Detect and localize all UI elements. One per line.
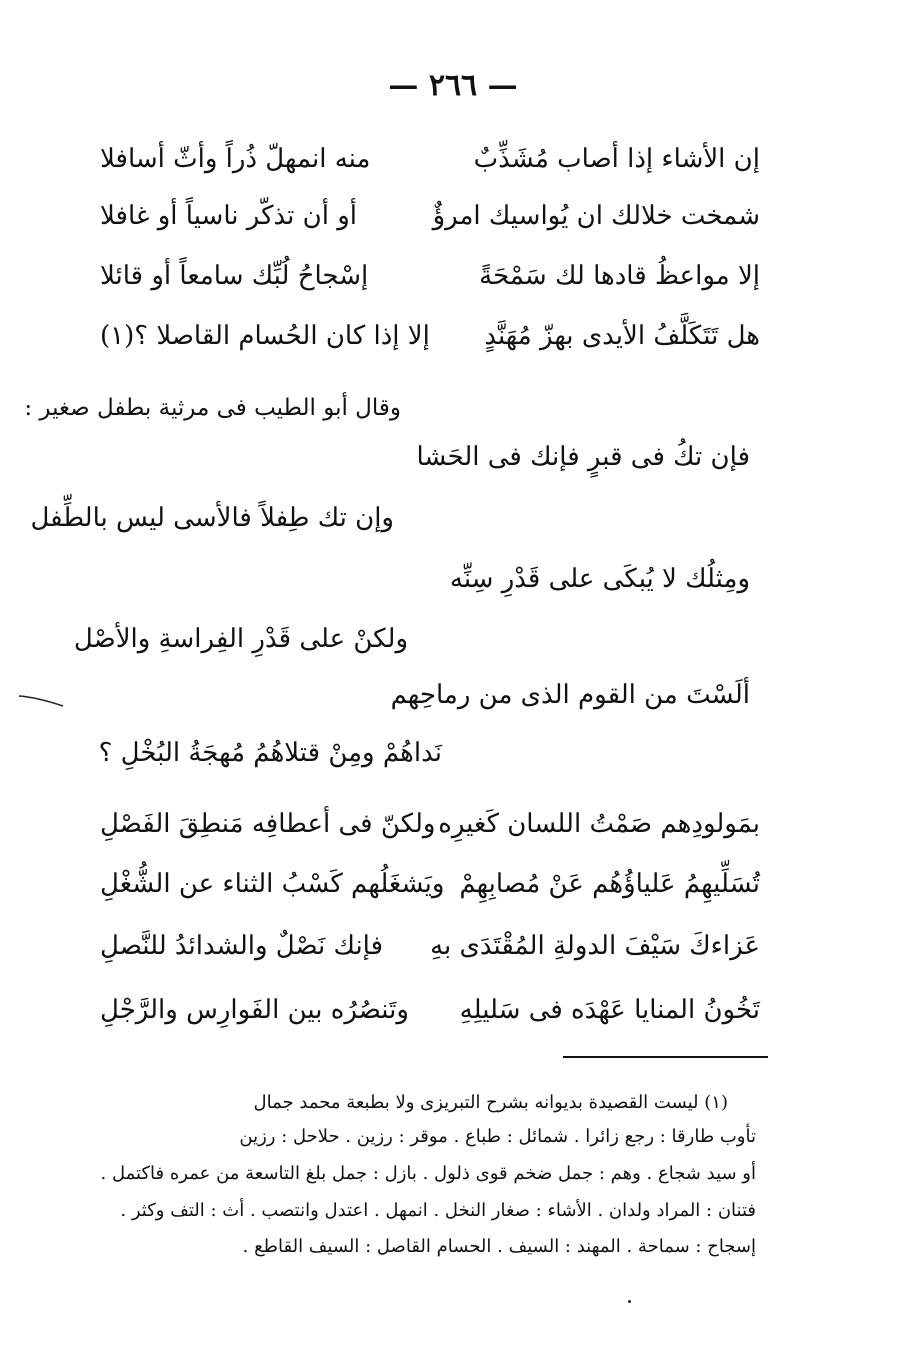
verse-second-hemistich: إسْجاحُ لُبِّك سامعاً أو قائلا bbox=[100, 261, 369, 291]
footnote-glossary-line: إسجاح : سماحة . المهند : السيف . الحسام القاصل : السيف القاطع . bbox=[242, 1236, 756, 1257]
page-number: — ٢٦٦ — bbox=[388, 68, 518, 103]
verse-line bbox=[100, 922, 760, 970]
poem-line: ولكنْ على قَدْرِ الفِراسةِ والأصْل bbox=[73, 624, 408, 654]
footnote-glossary-line: تأوب طارقا : رجع زائرا . شمائل : طباع . موقر : رزين . حلاحل : رزين bbox=[239, 1126, 756, 1147]
poem-intro: وقال أبو الطيب فى مرثية بطفل صغير : bbox=[24, 395, 401, 421]
footnote-glossary-line: فتنان : المراد ولدان . الأشاء : صغار النخل . انمهل . اعتدل وانتصب . أث : التف وكثر . bbox=[120, 1200, 756, 1221]
verse-first-hemistich: إلا مواعظُ قادها لك سَمْحَةً bbox=[479, 261, 760, 291]
poem-line: وإن تك طِفلاً فالأسى ليس بالطِّفل bbox=[30, 503, 394, 533]
margin-mark bbox=[18, 694, 64, 708]
verse-first-hemistich: تُسَلِّيهِمُ عَلياؤُهُم عَنْ مُصابِهِمْ bbox=[459, 869, 760, 899]
verse-line bbox=[100, 800, 760, 848]
poem-line: ومِثلُك لا يُبكَى على قَدْرِ سِنِّه bbox=[449, 564, 750, 594]
verse-second-hemistich: أو أن تذكّر ناسياً أو غافلا bbox=[100, 201, 357, 231]
verse-line bbox=[100, 252, 760, 300]
verse-first-hemistich: إن الأشاء إذا أصاب مُشَذِّبٌ bbox=[473, 144, 760, 174]
poem-line: نَداهُمْ ومِنْ قتلاهُمُ مُهجَةُ البُخْلِ ؟ bbox=[98, 738, 442, 768]
verse-second-hemistich: ويَشغَلُهم كَسْبُ الثناء عن الشُّغْلِ bbox=[100, 869, 445, 899]
footnote-separator bbox=[563, 1056, 768, 1058]
scan-speck bbox=[628, 1300, 631, 1303]
verse-first-hemistich: بمَولودِهم صَمْتُ اللسان كَغيرِه bbox=[438, 809, 760, 839]
verse-second-hemistich: فإنك نَصْلٌ والشدائدُ للنَّصلِ bbox=[100, 931, 384, 961]
verse-line bbox=[100, 986, 760, 1034]
verse-second-hemistich: ولكنّ فى أعطافِه مَنطِقَ الفَصْلِ bbox=[100, 809, 436, 839]
verse-line bbox=[100, 135, 760, 183]
verse-line bbox=[100, 860, 760, 908]
poem-line: ألَسْتَ من القوم الذى من رماحِهم bbox=[390, 680, 750, 710]
footnote-glossary-line: أو سيد شجاع . وهم : جمل ضخم قوى ذلول . بازل : جمل بلغ التاسعة من عمره فاكتمل . bbox=[100, 1163, 756, 1184]
verse-line bbox=[100, 312, 760, 360]
verse-first-hemistich: عَزاءكَ سَيْفَ الدولةِ المُقْتَدَى بهِ bbox=[430, 931, 760, 961]
verse-second-hemistich: منه انمهلّ ذُراً وأثّ أسافلا bbox=[100, 144, 371, 174]
verse-first-hemistich: شمخت خلالك ان يُواسيك امرؤٌ bbox=[432, 201, 760, 231]
verse-second-hemistich: إلا إذا كان الحُسام القاصلا ؟(١) bbox=[100, 321, 430, 351]
poem-line: فإن تكُ فى قبرٍ فإنك فى الحَشا bbox=[416, 442, 750, 472]
verse-first-hemistich: هل تَتَكَلَّفُ الأيدى بهزّ مُهَنَّدٍ bbox=[484, 321, 760, 351]
verse-second-hemistich: وتَنصُرُه بين الفَوارِس والرَّجْلِ bbox=[100, 995, 409, 1025]
footnote-source-note: (١) ليست القصيدة بديوانه بشرح التبريزى ولا بطبعة محمد جمال bbox=[253, 1092, 728, 1113]
verse-first-hemistich: تَخُونُ المنايا عَهْدَه فى سَليلِهِ bbox=[459, 995, 760, 1025]
verse-line bbox=[100, 192, 760, 240]
